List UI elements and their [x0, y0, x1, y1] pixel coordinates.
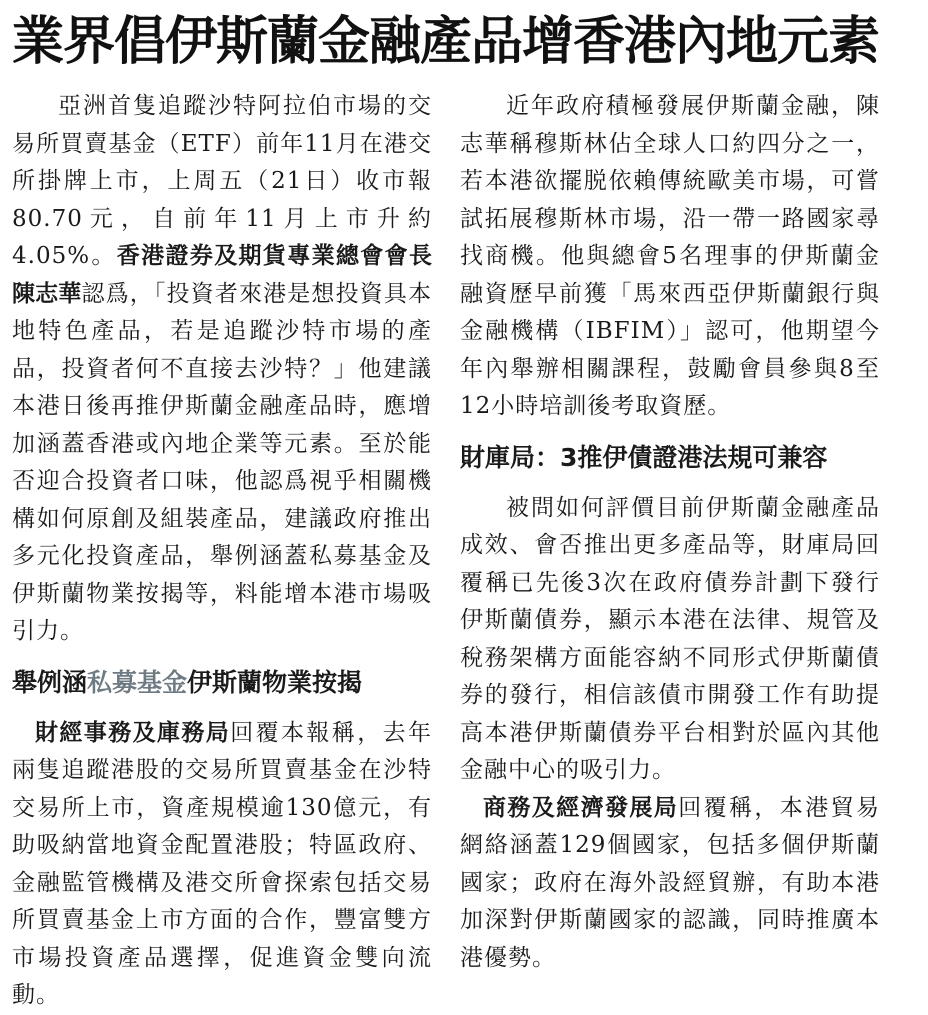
subheading-text: 舉例涵: [12, 667, 88, 697]
paragraph-text: 亞洲首隻追蹤沙特阿拉伯市場的交易所買賣基金（ETF）前年11月在港交所掛牌上市，上周五（21日）收市報80.70元，自前年11月上市升約4.05%。: [12, 93, 432, 269]
paragraph-fstb-reply: [12, 715, 432, 1015]
subheading-sukuk: 財庫局：3推伊債證港法規可兼容: [460, 442, 828, 472]
headline: 業界倡伊斯蘭金融產品增香港內地元素: [12, 12, 880, 72]
right-column: [460, 88, 880, 977]
subheading-text: 伊斯蘭物業按揭: [187, 667, 363, 697]
paragraph-islamic-finance-development: 近年政府積極發展伊斯蘭金融，陳志華稱穆斯林佔全球人口約四分之一，若本港欲擺脱依賴傳統歐美市場，可嘗試拓展穆斯林市場，沿一帶一路國家尋找商機。他與總會5名理事的伊斯蘭金融資歷早前獲「馬來西亞伊斯蘭銀行與金融機構（IBFIM）」認可，他期望今年內舉辦相關課程，鼓勵會員參與8至12小時培訓後考取資歷。: [460, 93, 880, 419]
paragraph-sukuk-issuance: 被問如何評價目前伊斯蘭金融產品成效、會否推出更多產品等，財庫局回覆稱已先後3次在政府債券計劃下發行伊斯蘭債券，顯示本港在法律、規管及稅務架構方面能容納不同形式伊斯蘭債券的發行，相信該債市開發工作有助提高本港伊斯蘭債券平台相對於區內其他金融中心的吸引力。: [460, 494, 880, 783]
paragraph-cedb-reply: [460, 790, 880, 978]
paragraph-text: 認爲，「投資者來港是想投資具本地特色產品，若是追蹤沙特市場的產品，投資者何不直接去沙特？」他建議本港日後再推伊斯蘭金融產品時，應增加涵蓋香港或內地企業等元素。至於能否迎合投資者口味，他認爲視乎相關機構如何原創及組裝產品，建議政府推出多元化投資產品，舉例涵蓋私募基金及伊斯蘭物業按揭等，料能增本港市場吸引力。: [12, 280, 433, 644]
subheading-accent-text: 私募基金: [87, 667, 188, 697]
paragraph-text: 回覆本報稱，去年兩隻追蹤港股的交易所買賣基金在沙特交易所上市，資產規模逾130億元，有助吸納當地資金配置港股；特區政府、金融監管機構及港交所會探索包括交易所買賣基金上市方面的合作，豐富雙方市場投資產品選擇，促進資金雙向流動。: [12, 719, 433, 1008]
left-column: [12, 88, 432, 1015]
paragraph-etf-listing: [12, 88, 432, 651]
paragraph-text: 回覆稱，本港貿易網絡涵蓋129個國家，包括多個伊斯蘭國家；政府在海外設經貿辦，有助本港加深對伊斯蘭國家的認識，同時推廣本港優勢。: [460, 794, 881, 971]
speaker-name: 香港證券及期貨專業總會會長陳志華: [12, 243, 432, 307]
bureau-name: 商務及經濟發展局: [483, 794, 679, 821]
subheading-private-equity: [12, 663, 432, 703]
bureau-name: 財經事務及庫務局: [35, 719, 231, 746]
